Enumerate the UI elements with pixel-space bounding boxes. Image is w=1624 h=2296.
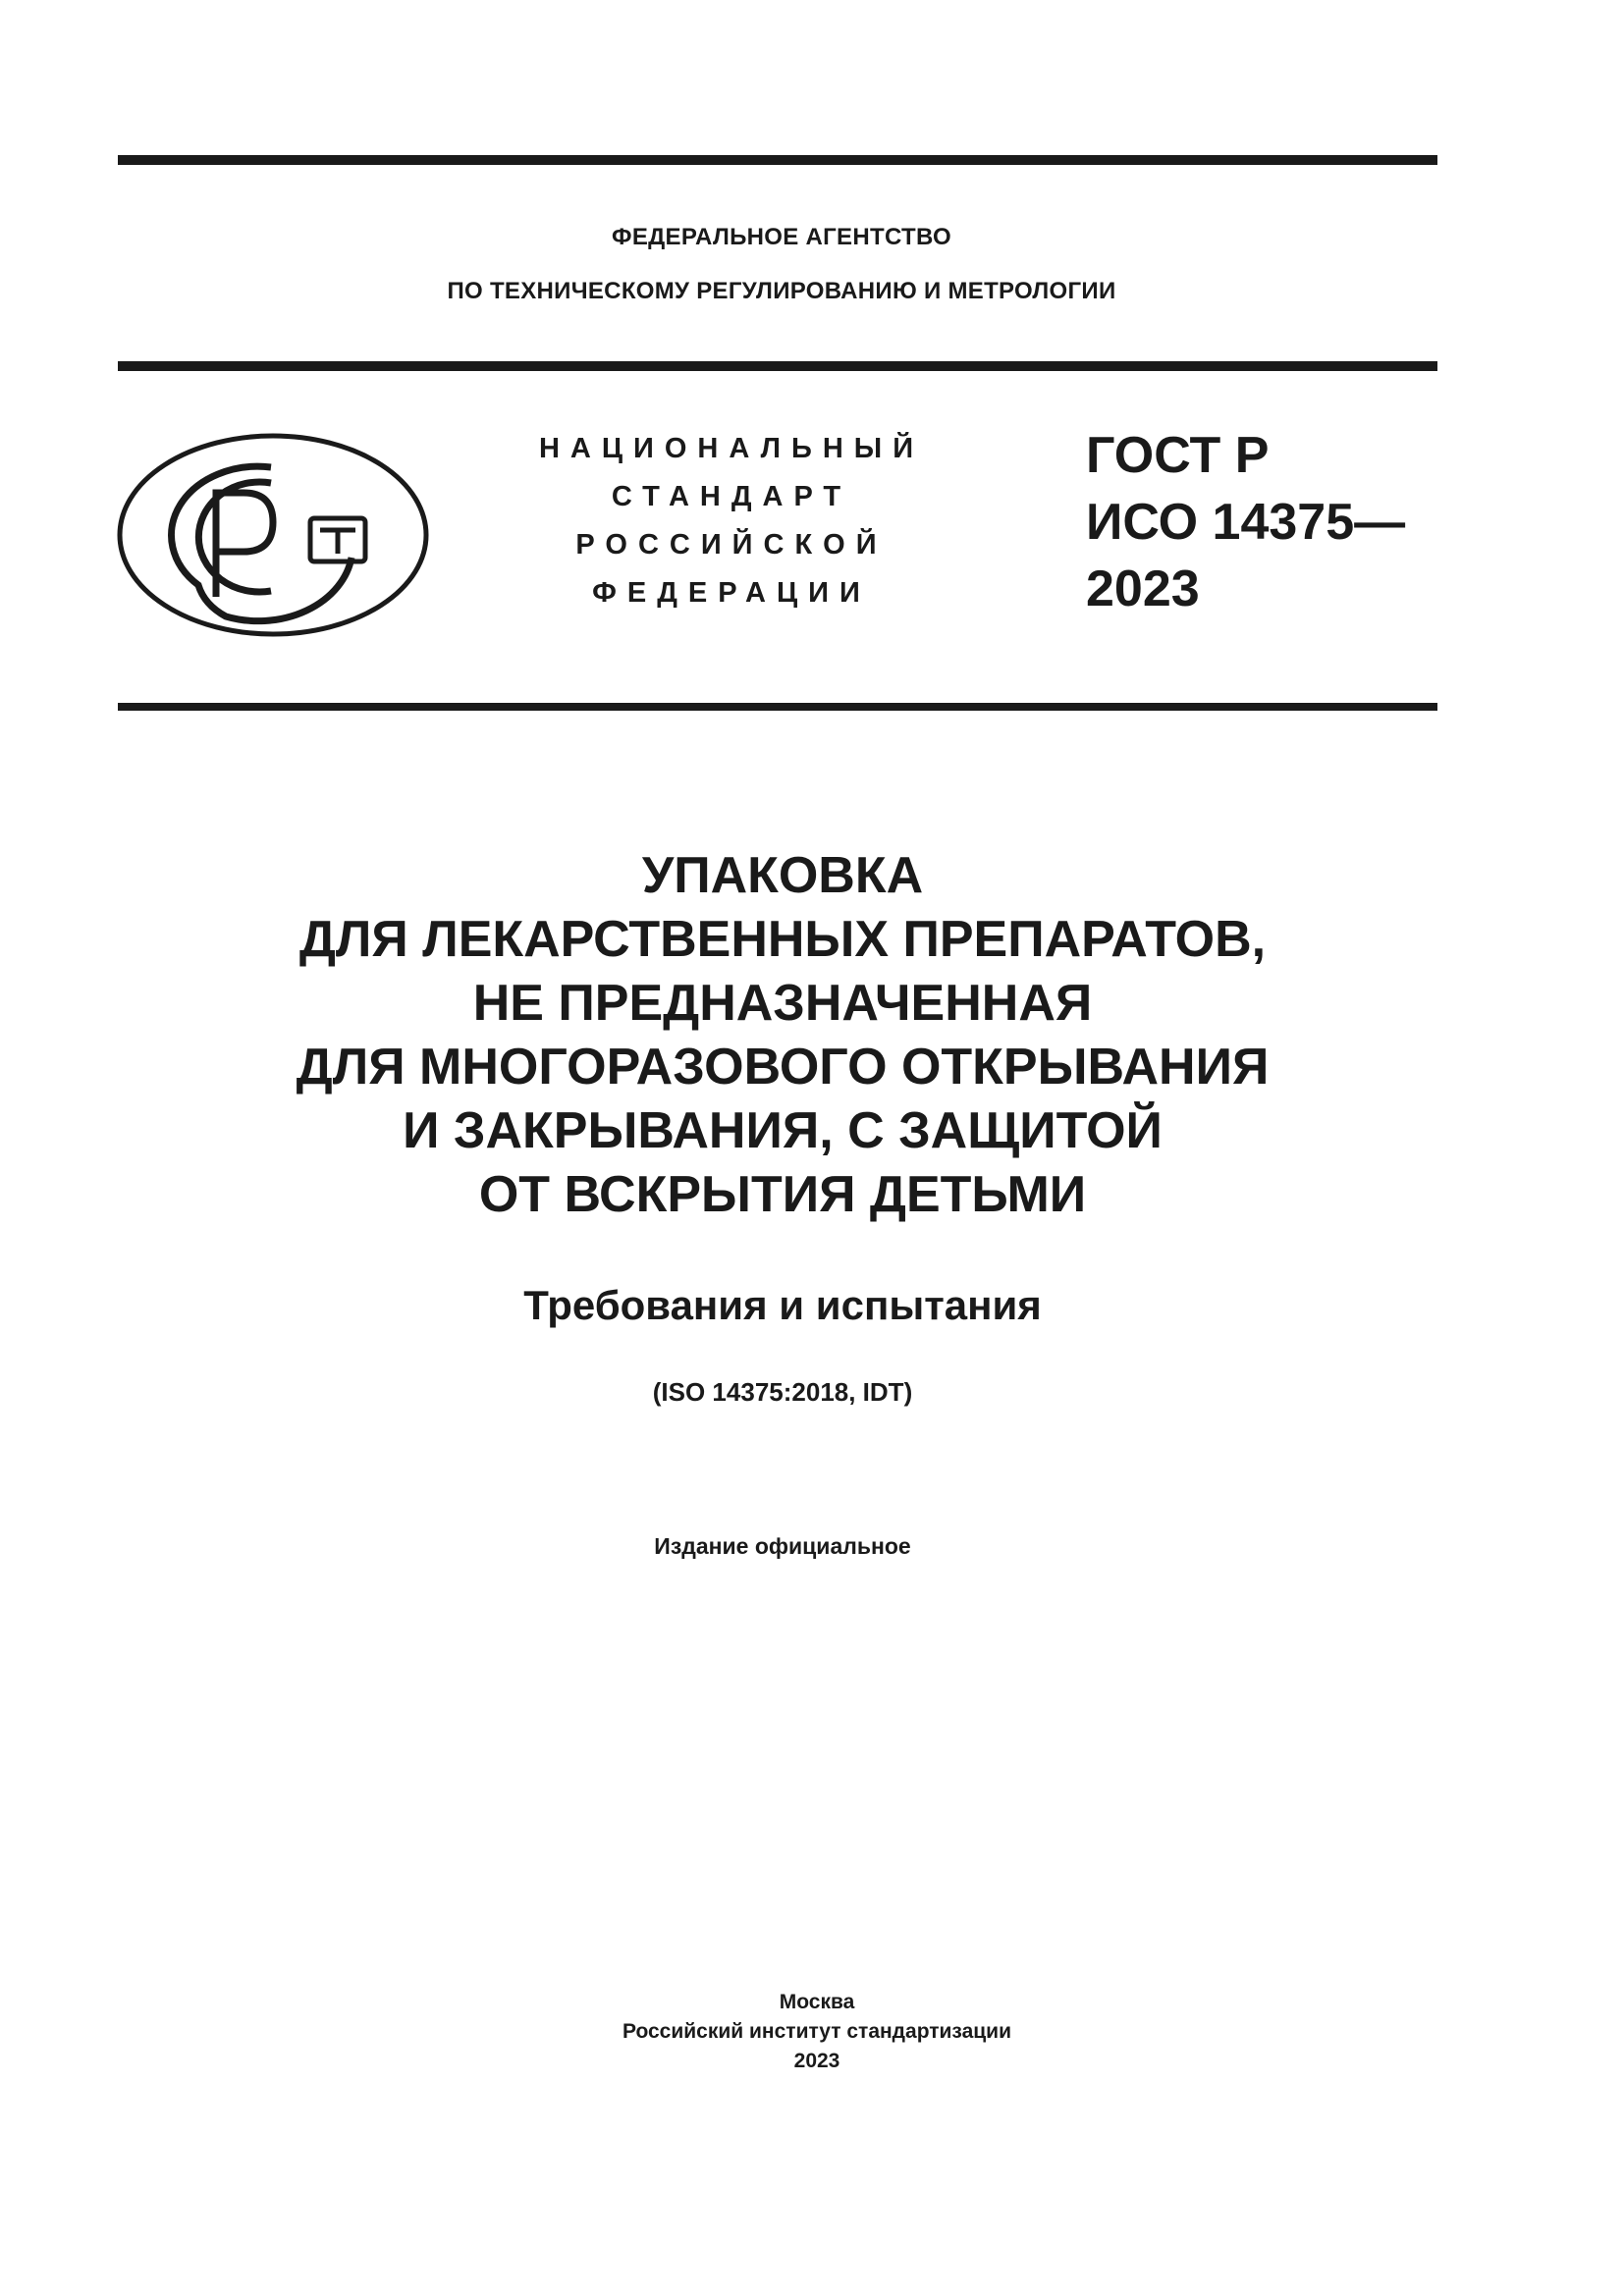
title-line: НЕ ПРЕДНАЗНАЧЕННАЯ [472,975,1093,1032]
logo-svg [116,432,430,638]
edition-note: Издание официальное [654,1533,911,1559]
national-standard-block [506,425,957,617]
rst-gost-mark-icon [116,432,430,638]
agency-line-2: ПО ТЕХНИЧЕСКОМУ РЕГУЛИРОВАНИЮ И МЕТРОЛОГИИ [447,278,1116,304]
imprint-publisher: Российский институт стандартизации [622,2020,1012,2043]
top-rule [118,155,1437,165]
national-line: РОССИЙСКОЙ [575,529,888,561]
imprint-city: Москва [779,1991,855,2013]
title-line: ДЛЯ ЛЕКАРСТВЕННЫХ ПРЕПАРАТОВ, [298,911,1267,968]
imprint-year: 2023 [793,2050,840,2072]
title-line: УПАКОВКА [641,847,924,904]
imprint [0,1988,1624,2076]
document-title [0,844,1565,1227]
standard-designation [1086,422,1439,622]
designation-line: ГОСТ Р [1086,427,1270,484]
document-subtitle: Требования и испытания [523,1282,1042,1328]
middle-rule [118,361,1437,371]
designation-line: ИСО 14375— [1086,494,1406,551]
national-line: СТАНДАРТ [611,481,852,512]
bottom-rule [118,703,1437,711]
agency-line-1: ФЕДЕРАЛЬНОЕ АГЕНТСТВО [612,224,951,250]
national-line: НАЦИОНАЛЬНЫЙ [538,433,925,464]
iso-reference: (ISO 14375:2018, IDT) [652,1377,913,1407]
title-line: ДЛЯ МНОГОРАЗОВОГО ОТКРЫВАНИЯ [296,1039,1270,1095]
title-line: И ЗАКРЫВАНИЯ, С ЗАЩИТОЙ [403,1102,1163,1159]
designation-line: 2023 [1086,561,1200,617]
title-line: ОТ ВСКРЫТИЯ ДЕТЬМИ [478,1166,1087,1223]
national-line: ФЕДЕРАЦИИ [592,577,871,609]
